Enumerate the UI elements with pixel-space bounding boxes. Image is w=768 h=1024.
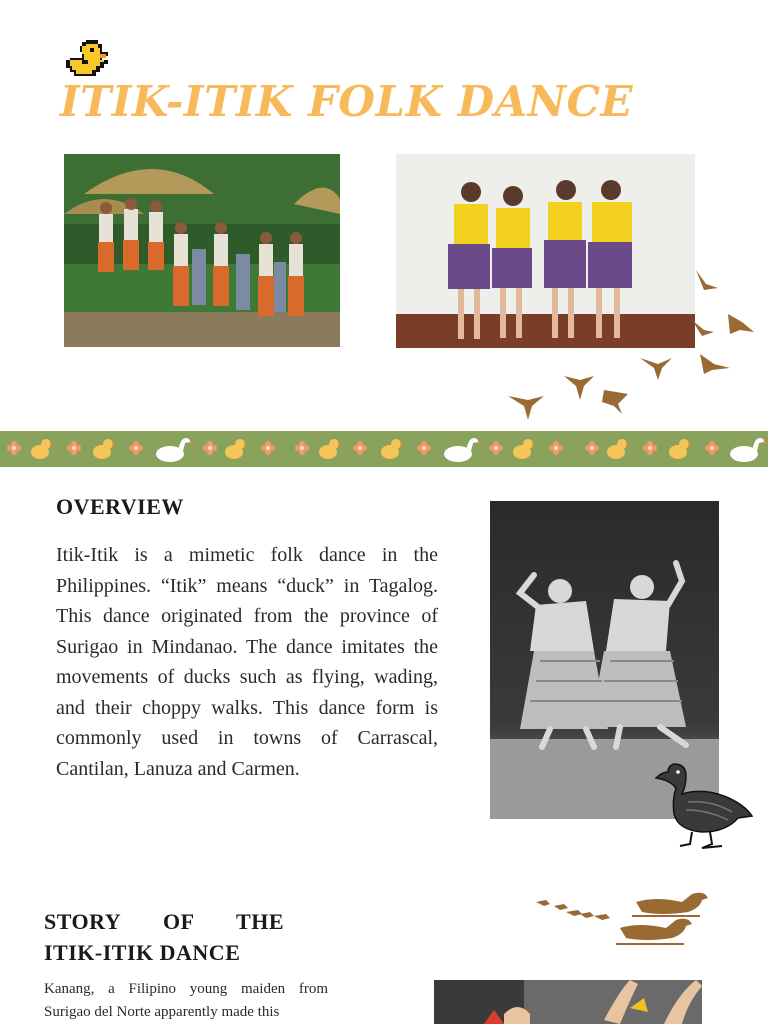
swimming-ducks-icon <box>532 884 722 954</box>
ducks-and-flowers-banner <box>0 431 768 467</box>
dancers-stage-photo <box>434 980 702 1024</box>
flying-geese-icon <box>500 262 768 422</box>
dancers-outdoor-photo <box>64 154 340 347</box>
story-heading-line2: ITIK-ITIK DANCE <box>44 940 241 965</box>
story-heading-line1: STORY OF THE <box>44 909 284 934</box>
story-text: Kanang, a Filipino young maiden from Surigao del Norte apparently made this <box>44 981 328 1020</box>
duck-sketch-icon <box>652 760 756 850</box>
overview-heading: OVERVIEW <box>56 494 184 519</box>
page-title: ITIK-ITIK FOLK DANCE <box>60 77 634 126</box>
overview-text: Itik-Itik is a mimetic folk dance in the Philippines. “Itik” means “duck” in Tagalog. This dance originated from the province of Surigao in Mindanao. The dance imitates the movements of ducks such as flying, wading, and their choppy walks. This dance form is commonly used in towns of Carrascal, Cantilan, Lanuza and Carmen. <box>56 544 438 780</box>
